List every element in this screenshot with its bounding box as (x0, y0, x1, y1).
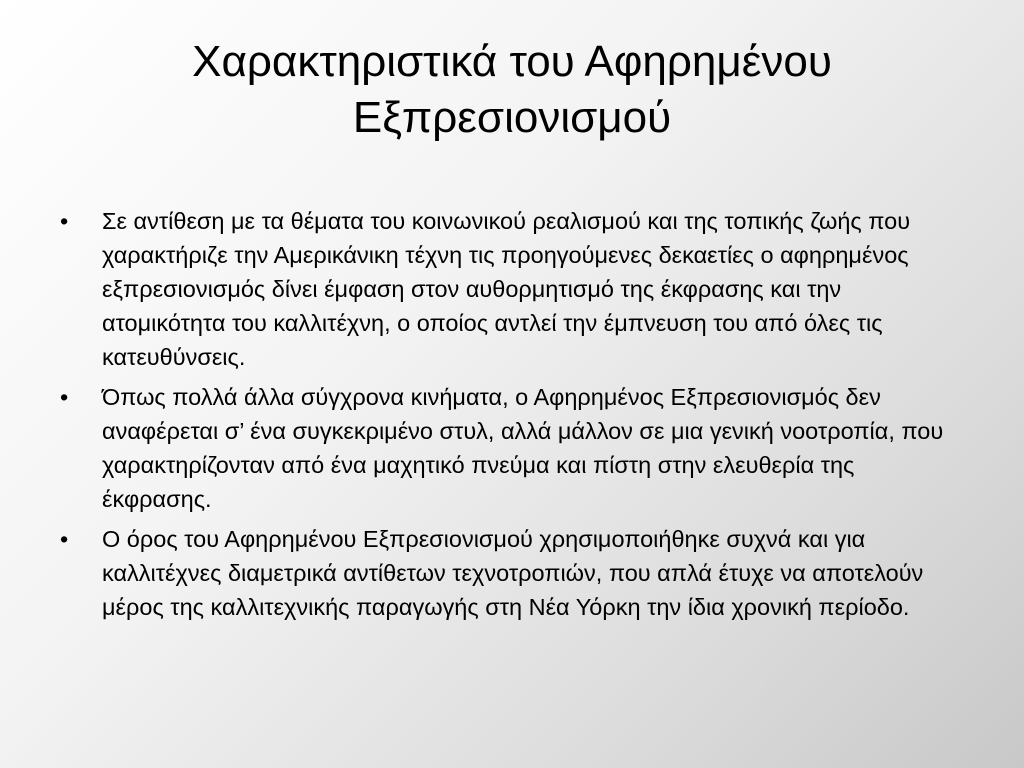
bullet-marker: • (60, 526, 69, 552)
bullet-text: Σε αντίθεση με τα θέματα του κοινωνικού ρεαλισμού και της τοπικής ζωής που χαρακτήριζε την Αμερικάνικη τέχνη τις προηγούμενες δεκαετίες ο αφηρημένος εξπρεσιονισμός δίνει έμφαση στον αυθορμητισμό της έκφρασης και την ατομικότητα του καλλιτέχνη, ο οποίος αντλεί την έμπνευση του από όλες τις κατευθύνσεις. (102, 208, 911, 370)
slide-title-line-1: Χαρακτηριστικά του Αφηρημένου (192, 37, 832, 86)
bullet-text: Ο όρος του Αφηρημένου Εξπρεσιονισμού χρησιμοποιήθηκε συχνά και για καλλιτέχνες διαμετρικά αντίθετων τεχνοτροπιών, που απλά έτυχε να αποτελούν μέρος της καλλιτεχνικής παραγωγής στη Νέα Υόρκη την ίδια χρονική περίοδο. (102, 526, 924, 620)
bullet-item (60, 204, 960, 374)
bullet-item (60, 380, 960, 516)
bullet-item (60, 522, 960, 624)
bullet-marker: • (60, 384, 69, 410)
bullet-text: Όπως πολλά άλλα σύγχρονα κινήματα, ο Αφηρημένος Εξπρεσιονισμός δεν αναφέρεται σ’ ένα συγκεκριμένο στυλ, αλλά μάλλον σε μια γενική νοοτροπία, που χαρακτηρίζονταν από ένα μαχητικό πνεύμα και πίστη στην ελευθερία της έκφρασης. (102, 384, 944, 512)
slide-title (60, 34, 964, 146)
slide-title-line-2: Εξπρεσιονισμού (352, 93, 672, 142)
bullet-marker: • (60, 208, 69, 234)
bullet-list (60, 204, 960, 630)
